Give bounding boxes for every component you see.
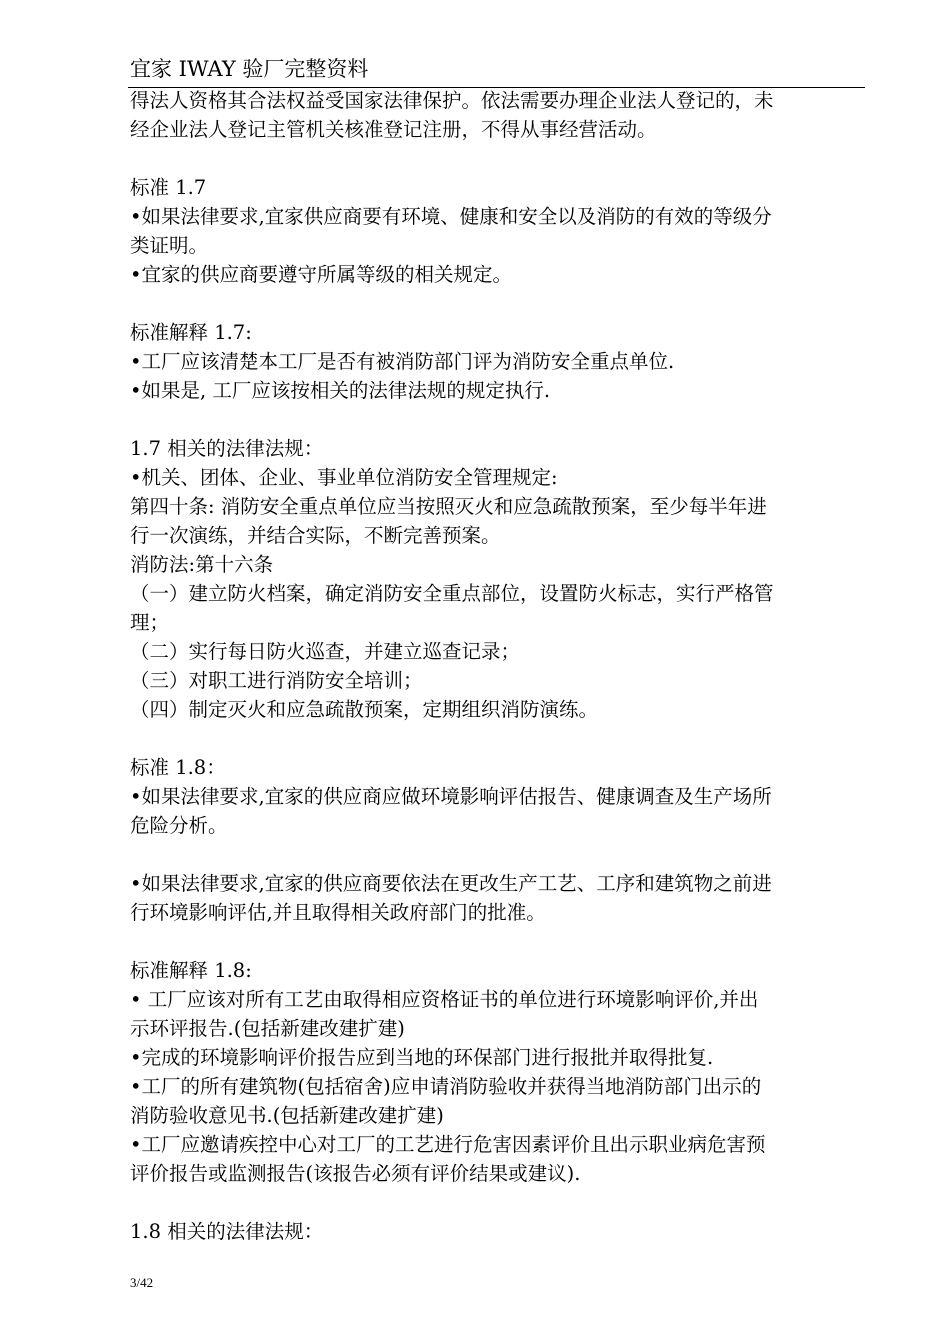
text-line: 消防验收意见书.(包括新建改建扩建)	[130, 1104, 444, 1127]
text-line: （四）制定灭火和应急疏散预案，定期组织消防演练。	[130, 698, 599, 721]
text-line: （二）实行每日防火巡查，并建立巡查记录；	[130, 640, 521, 663]
blank-line	[130, 405, 870, 434]
text-line: •如果法律要求,宜家的供应商要依法在更改生产工艺、工序和建筑物之前进	[130, 872, 772, 895]
text-line: •如果是, 工厂应该按相关的法律法规的规定执行.	[130, 379, 551, 402]
text-line: 标准解释 1.7:	[130, 321, 252, 344]
text-line: •如果法律要求,宜家供应商要有环境、健康和安全以及消防的有效的等级分	[130, 205, 772, 228]
text-line: 危险分析。	[130, 814, 228, 837]
text-line: •机关、团体、企业、事业单位消防安全管理规定:	[130, 466, 558, 489]
text-line: 标准解释 1.8:	[130, 959, 252, 982]
text-line: 第四十条: 消防安全重点单位应当按照灭火和应急疏散预案，至少每半年进	[130, 495, 767, 518]
text-line: 行环境影响评估,并且取得相关政府部门的批准。	[130, 901, 546, 924]
page-number: 3/42	[130, 1275, 154, 1290]
text-line: （三）对职工进行消防安全培训；	[130, 669, 423, 692]
text-line: •工厂应该清楚本工厂是否有被消防部门评为消防安全重点单位.	[130, 350, 675, 373]
text-line: 1.8 相关的法律法规：	[130, 1220, 324, 1243]
text-line: 经企业法人登记主管机关核准登记注册，不得从事经营活动。	[130, 118, 657, 141]
text-line: 行一次演练，并结合实际，不断完善预案。	[130, 524, 501, 547]
blank-line	[130, 927, 870, 956]
text-line: 评价报告或监测报告(该报告必须有评价结果或建议).	[130, 1162, 581, 1185]
text-line: •完成的环境影响评价报告应到当地的环保部门进行报批并取得批复.	[130, 1046, 714, 1069]
text-line: 1.7 相关的法律法规：	[130, 437, 324, 460]
text-line: 标准 1.7	[130, 176, 207, 199]
document-body	[130, 86, 870, 1246]
blank-line	[130, 840, 870, 869]
text-line: •工厂的所有建筑物(包括宿舍)应申请消防验收并获得当地消防部门出示的	[130, 1075, 762, 1098]
text-line: 示环评报告.(包括新建改建扩建)	[130, 1017, 405, 1040]
text-line: 类证明。	[130, 234, 209, 257]
blank-line	[130, 144, 870, 173]
text-line: 理；	[130, 611, 170, 634]
text-line: （一）建立防火档案，确定消防安全重点部位，设置防火标志，实行严格管	[130, 582, 774, 605]
text-line: •如果法律要求,宜家的供应商应做环境影响评估报告、健康调查及生产场所	[130, 785, 772, 808]
text-line: 消防法:第十六条	[130, 553, 274, 576]
text-line: • 工厂应该对所有工艺由取得相应资格证书的单位进行环境影响评价,并出	[130, 988, 759, 1011]
text-line: •宜家的供应商要遵守所属等级的相关规定。	[130, 263, 513, 286]
document-header-title: 宜家 IWAY 验厂完整资料	[130, 57, 369, 81]
text-line: 得法人资格其合法权益受国家法律保护。依法需要办理企业法人登记的，未	[130, 89, 774, 112]
blank-line	[130, 289, 870, 318]
blank-line	[130, 1188, 870, 1217]
text-line: •工厂应邀请疾控中心对工厂的工艺进行危害因素评价且出示职业病危害预	[130, 1133, 766, 1156]
text-line: 标准 1.8：	[130, 756, 226, 779]
blank-line	[130, 724, 870, 753]
